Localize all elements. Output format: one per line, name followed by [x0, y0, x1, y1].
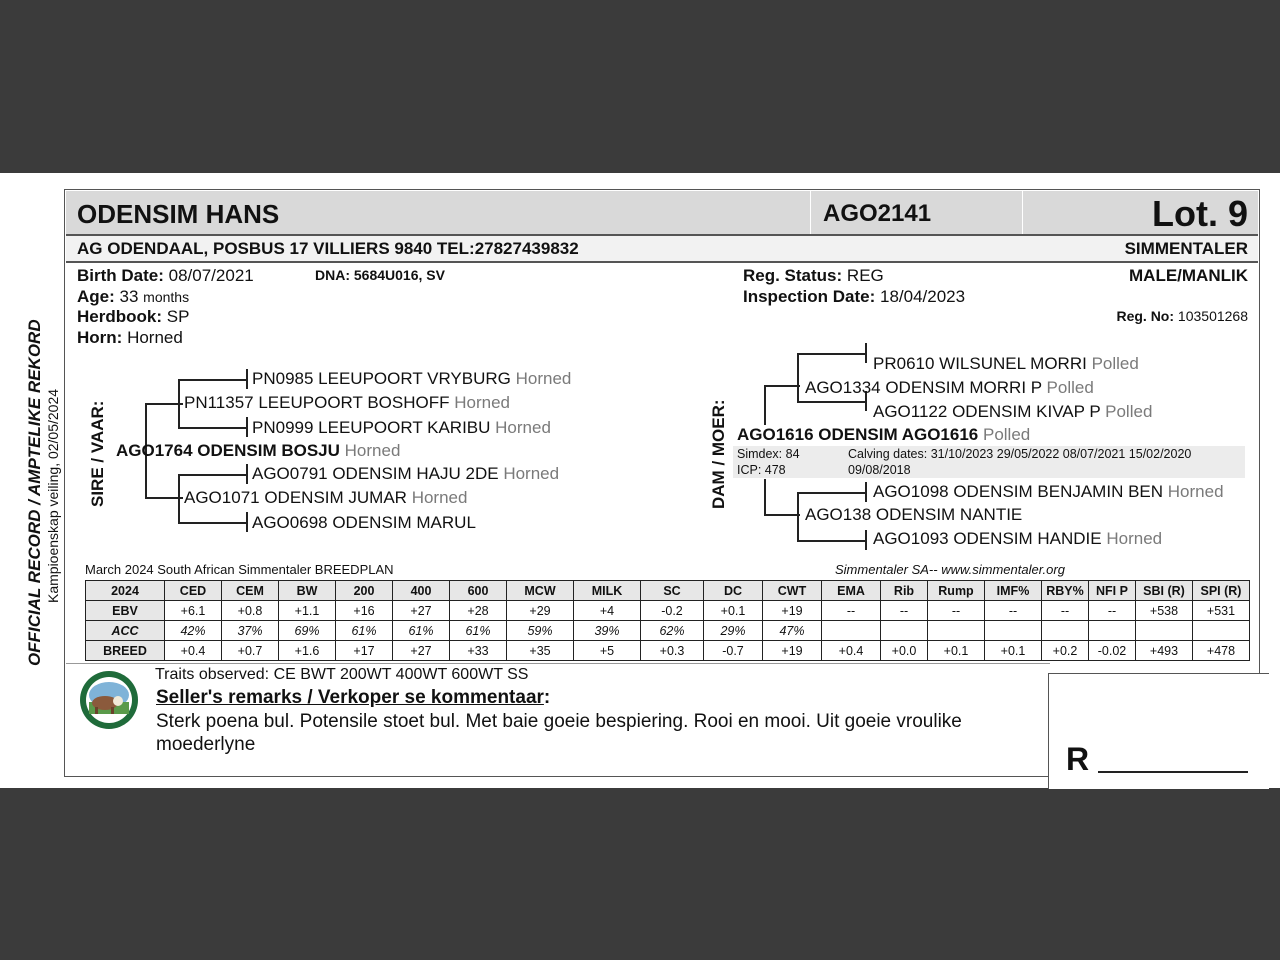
- remarks-line-1: Sterk poena bul. Potensile stoet bul. Met baie goeie bespiering. Rooi en mooi. Uit goeie vroulike: [156, 711, 962, 732]
- breedplan-breed-cell: +0.2: [1042, 641, 1089, 661]
- dam-sire-dam: AGO1122 ODENSIM KIVAP P Polled: [873, 402, 1153, 421]
- breedplan-ebv-cell: +531: [1193, 601, 1250, 621]
- breedplan-acc-cell: 39%: [574, 621, 641, 641]
- breedplan-acc-row: [86, 621, 1250, 641]
- breedplan-breed-cell: +0.0: [881, 641, 928, 661]
- dna-info: DNA: 5684U016, SV: [315, 267, 445, 283]
- breedplan-title: March 2024 South African Simmentaler BREEDPLAN: [85, 562, 394, 577]
- breedplan-ebv-cell: +29: [507, 601, 574, 621]
- breedplan-acc-cell: [881, 621, 928, 641]
- breedplan-ebv-cell: +4: [574, 601, 641, 621]
- breedplan-ebv-cell: --: [928, 601, 985, 621]
- breedplan-columns-cell: CEM: [222, 581, 279, 601]
- breedplan-ebv-cell: +6.1: [165, 601, 222, 621]
- official-record-label: OFFICIAL RECORD / AMPTELIKE REKORD: [25, 319, 44, 666]
- breedplan-acc-cell: 29%: [704, 621, 763, 641]
- breedplan-header-row: [86, 581, 1250, 601]
- breedplan-breed-cell: +5: [574, 641, 641, 661]
- breedplan-breed-cell: +0.3: [641, 641, 704, 661]
- society-logo: [78, 669, 140, 731]
- breedplan-acc-cell: [1193, 621, 1250, 641]
- breedplan-acc-cell: [1136, 621, 1193, 641]
- breedplan-ebv-cell: +0.1: [704, 601, 763, 621]
- dam-sire: AGO1334 ODENSIM MORRI P Polled: [805, 378, 1094, 397]
- dam-dam: AGO138 ODENSIM NANTIE: [805, 505, 1023, 524]
- breedplan-table: [85, 580, 1250, 661]
- breedplan-breed-cell: +35: [507, 641, 574, 661]
- reg-no: Reg. No: 103501268: [1116, 308, 1248, 324]
- reg-status: Reg. Status: REG: [743, 266, 884, 285]
- breedplan-columns-cell: 2024: [86, 581, 165, 601]
- inspection-date: Inspection Date: 18/04/2023: [743, 287, 966, 306]
- breedplan-acc-cell: 61%: [336, 621, 393, 641]
- breedplan-columns-cell: BW: [279, 581, 336, 601]
- breedplan-breed-cell: +0.7: [222, 641, 279, 661]
- breedplan-acc-cell: [985, 621, 1042, 641]
- lot-number: Lot. 9: [1152, 193, 1248, 234]
- breedplan-ebv-row: [86, 601, 1250, 621]
- dam-icp: ICP: 478: [737, 463, 786, 477]
- breedplan-breed-cell: +17: [336, 641, 393, 661]
- breedplan-columns-cell: Rump: [928, 581, 985, 601]
- sire-sire-dam: PN0999 LEEUPOORT KARIBU Horned: [252, 418, 551, 437]
- breedplan-columns-cell: NFI P: [1089, 581, 1136, 601]
- price-r-label: R: [1066, 741, 1090, 777]
- breedplan-columns-cell: SC: [641, 581, 704, 601]
- sire-sire-sire: PN0985 LEEUPOORT VRYBURG Horned: [252, 369, 572, 388]
- dam-label: DAM / MOER:: [709, 399, 728, 509]
- breedplan-breed-cell: +0.1: [928, 641, 985, 661]
- breedplan-acc-cell: 42%: [165, 621, 222, 641]
- breedplan-columns-cell: Rib: [881, 581, 928, 601]
- breedplan-acc-cell: 59%: [507, 621, 574, 641]
- breedplan-breed-cell: +33: [450, 641, 507, 661]
- breedplan-ebv-cell: --: [1042, 601, 1089, 621]
- breedplan-acc-cell: 61%: [450, 621, 507, 641]
- breedplan-acc-cell: [1042, 621, 1089, 641]
- breedplan-breed-cell: +493: [1136, 641, 1193, 661]
- breedplan-acc-cell: 47%: [763, 621, 822, 641]
- dam-calving-dates-2: 09/08/2018: [848, 463, 911, 477]
- breedplan-breed-cell: +27: [393, 641, 450, 661]
- breedplan-breed-cell: -0.02: [1089, 641, 1136, 661]
- breedplan-breed-cell: +1.6: [279, 641, 336, 661]
- breedplan-acc-cell: 61%: [393, 621, 450, 641]
- remarks-line-2: moederlyne: [156, 734, 256, 755]
- dam-simdex: Simdex: 84: [737, 447, 800, 461]
- breedplan-ebv-cell: --: [985, 601, 1042, 621]
- sire-label: SIRE / VAAR:: [88, 400, 107, 507]
- breedplan-acc-cell: 62%: [641, 621, 704, 641]
- breedplan-ebv-cell: +28: [450, 601, 507, 621]
- breedplan-acc-cell: [928, 621, 985, 641]
- breedplan-ebv-cell: +0.8: [222, 601, 279, 621]
- breedplan-columns-cell: 600: [450, 581, 507, 601]
- animal-name: ODENSIM HANS: [77, 199, 280, 229]
- sex: MALE/MANLIK: [1129, 266, 1248, 285]
- breedplan-ebv-cell: EBV: [86, 601, 165, 621]
- breedplan-columns-cell: DC: [704, 581, 763, 601]
- breedplan-acc-cell: [1089, 621, 1136, 641]
- price-input-line[interactable]: [1098, 771, 1248, 773]
- breedplan-columns-cell: MCW: [507, 581, 574, 601]
- animal-id: AGO2141: [823, 200, 932, 227]
- breedplan-ebv-cell: --: [881, 601, 928, 621]
- breedplan-acc-cell: ACC: [86, 621, 165, 641]
- breedplan-columns-cell: 200: [336, 581, 393, 601]
- breedplan-ebv-cell: +538: [1136, 601, 1193, 621]
- dam: AGO1616 ODENSIM AGO1616 Polled: [737, 425, 1031, 444]
- age: Age: 33 months: [77, 287, 190, 306]
- dam-dam-sire: AGO1098 ODENSIM BENJAMIN BEN Horned: [873, 482, 1224, 501]
- breedplan-breed-cell: +0.1: [985, 641, 1042, 661]
- breedplan-breed-cell: +0.4: [165, 641, 222, 661]
- breedplan-acc-cell: 37%: [222, 621, 279, 641]
- breedplan-ebv-cell: +19: [763, 601, 822, 621]
- breedplan-breed-cell: +0.4: [822, 641, 881, 661]
- sire-dam-dam: AGO0698 ODENSIM MARUL: [252, 513, 476, 532]
- breed-name: SIMMENTALER: [1124, 239, 1248, 258]
- breedplan-ebv-cell: +1.1: [279, 601, 336, 621]
- birth-date: Birth Date: 08/07/2021: [77, 266, 254, 285]
- herdbook: Herdbook: SP: [77, 307, 190, 326]
- sire-dam-sire: AGO0791 ODENSIM HAJU 2DE Horned: [252, 464, 560, 483]
- breedplan-breed-cell: +19: [763, 641, 822, 661]
- breedplan-breed-cell: -0.7: [704, 641, 763, 661]
- breedplan-breed-cell: BREED: [86, 641, 165, 661]
- traits-observed: Traits observed: CE BWT 200WT 400WT 600WT SS: [155, 666, 529, 683]
- dam-calving-dates: Calving dates: 31/10/2023 29/05/2022 08/07/2021 15/02/2020: [848, 447, 1192, 461]
- breedplan-acc-cell: [822, 621, 881, 641]
- dam-sire-sire: PR0610 WILSUNEL MORRI Polled: [873, 354, 1139, 373]
- breedplan-columns-cell: MILK: [574, 581, 641, 601]
- breedplan-ebv-cell: +27: [393, 601, 450, 621]
- breedplan-ebv-cell: --: [1089, 601, 1136, 621]
- lot-card: [0, 173, 1280, 788]
- breedplan-breed-cell: +478: [1193, 641, 1250, 661]
- sire-dam: AGO1071 ODENSIM JUMAR Horned: [184, 488, 468, 507]
- breedplan-columns-cell: IMF%: [985, 581, 1042, 601]
- breedplan-columns-cell: CED: [165, 581, 222, 601]
- breedplan-breed-row: [86, 641, 1250, 661]
- breedplan-columns-cell: SPI (R): [1193, 581, 1250, 601]
- breedplan-columns-cell: CWT: [763, 581, 822, 601]
- breedplan-website: Simmentaler SA-- www.simmentaler.org: [835, 562, 1065, 577]
- sale-name-date: Kampioenskap veiling, 02/05/2024: [45, 388, 61, 603]
- remarks-title: Seller's remarks / Verkoper se kommentaar:: [156, 687, 551, 708]
- horn-status: Horn: Horned: [77, 328, 183, 347]
- breedplan-ebv-cell: +16: [336, 601, 393, 621]
- breedplan-columns-cell: RBY%: [1042, 581, 1089, 601]
- sire-sire: PN11357 LEEUPOORT BOSHOFF Horned: [184, 393, 510, 412]
- sire: AGO1764 ODENSIM BOSJU Horned: [116, 441, 401, 460]
- breedplan-columns-cell: 400: [393, 581, 450, 601]
- breedplan-ebv-cell: -0.2: [641, 601, 704, 621]
- breedplan-ebv-cell: --: [822, 601, 881, 621]
- dam-dam-dam: AGO1093 ODENSIM HANDIE Horned: [873, 529, 1163, 548]
- breedplan-acc-cell: 69%: [279, 621, 336, 641]
- breedplan-columns-cell: EMA: [822, 581, 881, 601]
- breedplan-columns-cell: SBI (R): [1136, 581, 1193, 601]
- breeder-address: AG ODENDAAL, POSBUS 17 VILLIERS 9840 TEL:27827439832: [77, 239, 579, 258]
